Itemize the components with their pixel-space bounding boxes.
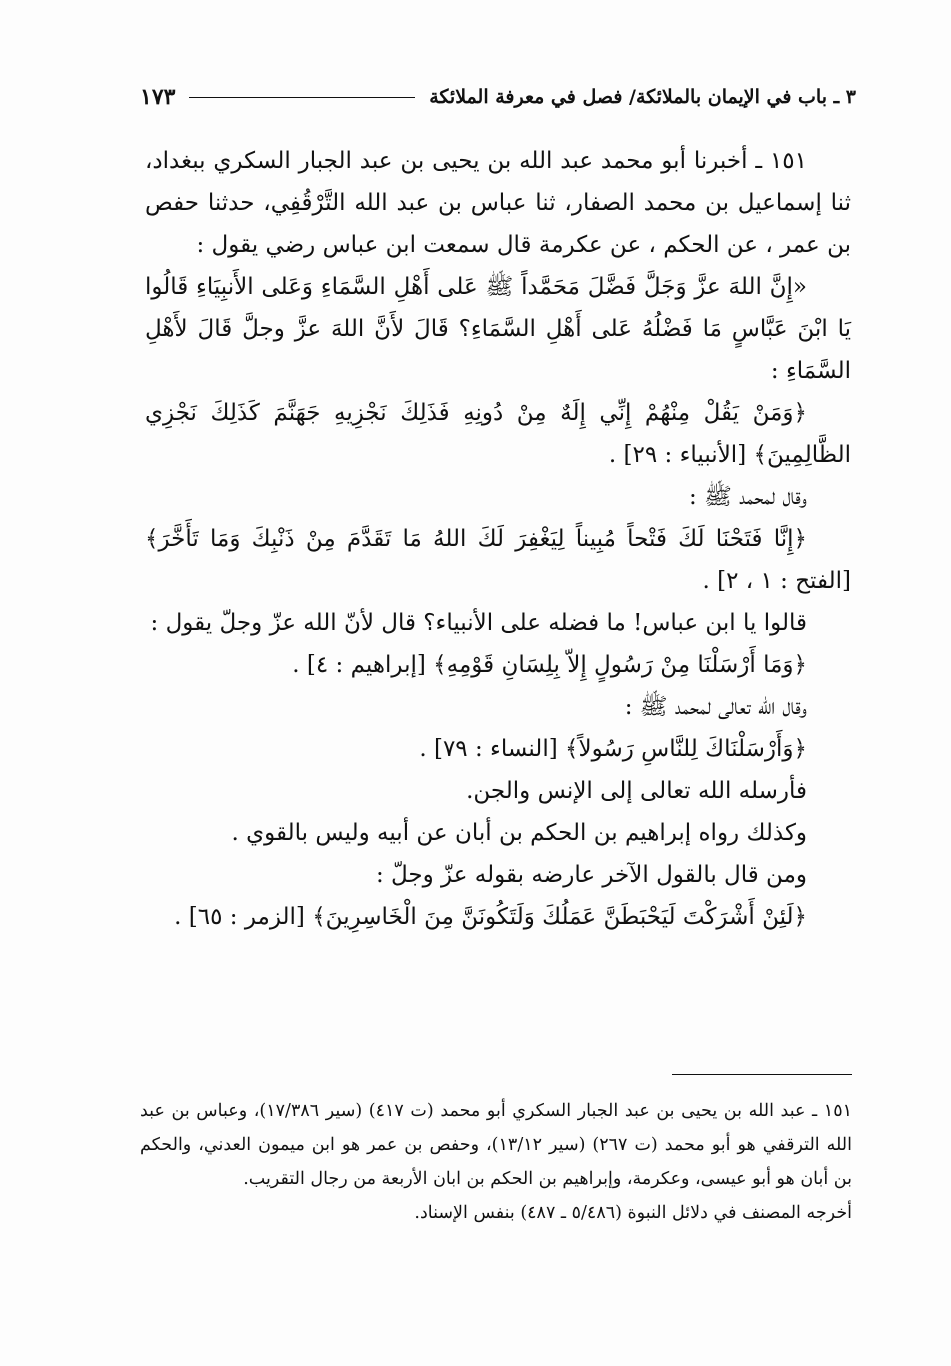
narration-line: فأرسله الله تعالى إلى الإنس والجن. [466,778,807,804]
footnotes [140,1094,852,1230]
running-header [140,80,856,114]
narration-line: قالوا يا ابن عباس! ما فضله على الأنبياء؟ قال لأنّ الله عزّ وجلّ يقول : [150,610,807,636]
footnote-item: ١٥١ ـ عبد الله بن يحيى بن عبد الجبار السكري أبو محمد (ت ٤١٧) (سير ١٧/٣٨٦)، وعباس بن عبد الله الترقفي هو أبو محمد (ت ٢٦٧) (سير ١٣/١٢)، وحفص بن عمر هو ابن ميمون العدني، والحكم بن أبان هو أبو عيسى، وعكرمة، وإبراهيم بن الحكم بن ابان الأربعة من رجال التقريب. [140,1101,852,1189]
quran-quote-zumar: ﴿لَئِنْ أَشْرَكْتَ لَيَحْبَطَنَّ عَمَلُكَ وَلَتَكُونَنَّ مِنَ الْخَاسِرِينَ﴾ [الزمر : ٦٥] . [174,904,807,930]
quran-quote-fath: ﴿إِنَّا فَتَحْنَا لَكَ فَتْحاً مُبِيناً لِيَغْفِرَ لَكَ اللهُ مَا تَقَدَّمَ مِنْ ذَنْبِكَ وَمَا تَأَخَّرَ﴾ [الفتح : ١ ، ٢] . [145,526,851,594]
hadith-matn: «إِنَّ اللهَ عزَّ وَجَلَّ فَضَّلَ مَحَمَّداً ﷺ عَلى أَهْلِ السَّمَاءِ وَعَلى الأَنبِيَاءِ قَالُوا يَا ابْنَ عَبَّاسٍ مَا فَضْلُهُ عَلى أَهْلِ السَّمَاءِ؟ قَالَ لأَنَّ اللهَ عزَّ وجلَّ قَالَ لأَهْلِ السَّمَاءِ : [145,274,851,384]
narration-line: وقال الله تعالى لمحمد ﷺ : [624,694,807,720]
narration-line: ومن قال بالقول الآخر عارضه بقوله عزّ وجلّ : [375,862,807,888]
chapter-title: ٣ ـ باب في الإيمان بالملائكة/ فصل في معرفة الملائكة [429,86,856,108]
main-text [145,140,851,938]
quran-quote-anbiya: ﴿وَمَنْ يَقُلْ مِنْهُمْ إِنِّي إِلَهٌ مِنْ دُونِهِ فَذَلِكَ نَجْزِيهِ جَهَنَّمَ كَذَلِكَ نَجْزِي الظَّالِمِينَ﴾ [الأنبياء : ٢٩] . [145,400,851,468]
narration-line: وقال لمحمد ﷺ : [689,484,807,510]
quran-quote-ibrahim: ﴿وَمَا أَرْسَلْنَا مِنْ رَسُولٍ إِلاّ بِلِسَانِ قَوْمِهِ﴾ [إبراهيم : ٤] . [292,652,807,678]
narration-line: وكذلك رواه إبراهيم بن الحكم بن أبان عن أبيه وليس بالقوي . [231,820,807,846]
quran-quote-nisa: ﴿وَأَرْسَلْنَاكَ لِلنَّاسِ رَسُولاً﴾ [النساء : ٧٩] . [419,736,807,762]
footnote-separator [672,1074,852,1075]
page-number: ١٧٣ [140,84,176,110]
header-rule [189,97,415,98]
footnote-item: أخرجه المصنف في دلائل النبوة (٥/٤٨٦ ـ ٤٨٧) بنفس الإسناد. [414,1203,852,1223]
hadith-isnad: ١٥١ ـ أخبرنا أبو محمد عبد الله بن يحيى بن عبد الجبار السكري ببغداد، ثنا إسماعيل بن محمد الصفار، ثنا عباس بن عبد الله التَّرْقُفِي، حدثنا حفص بن عمر ، عن الحكم ، عن عكرمة قال سمعت ابن عباس رضي يقول : [145,148,851,258]
